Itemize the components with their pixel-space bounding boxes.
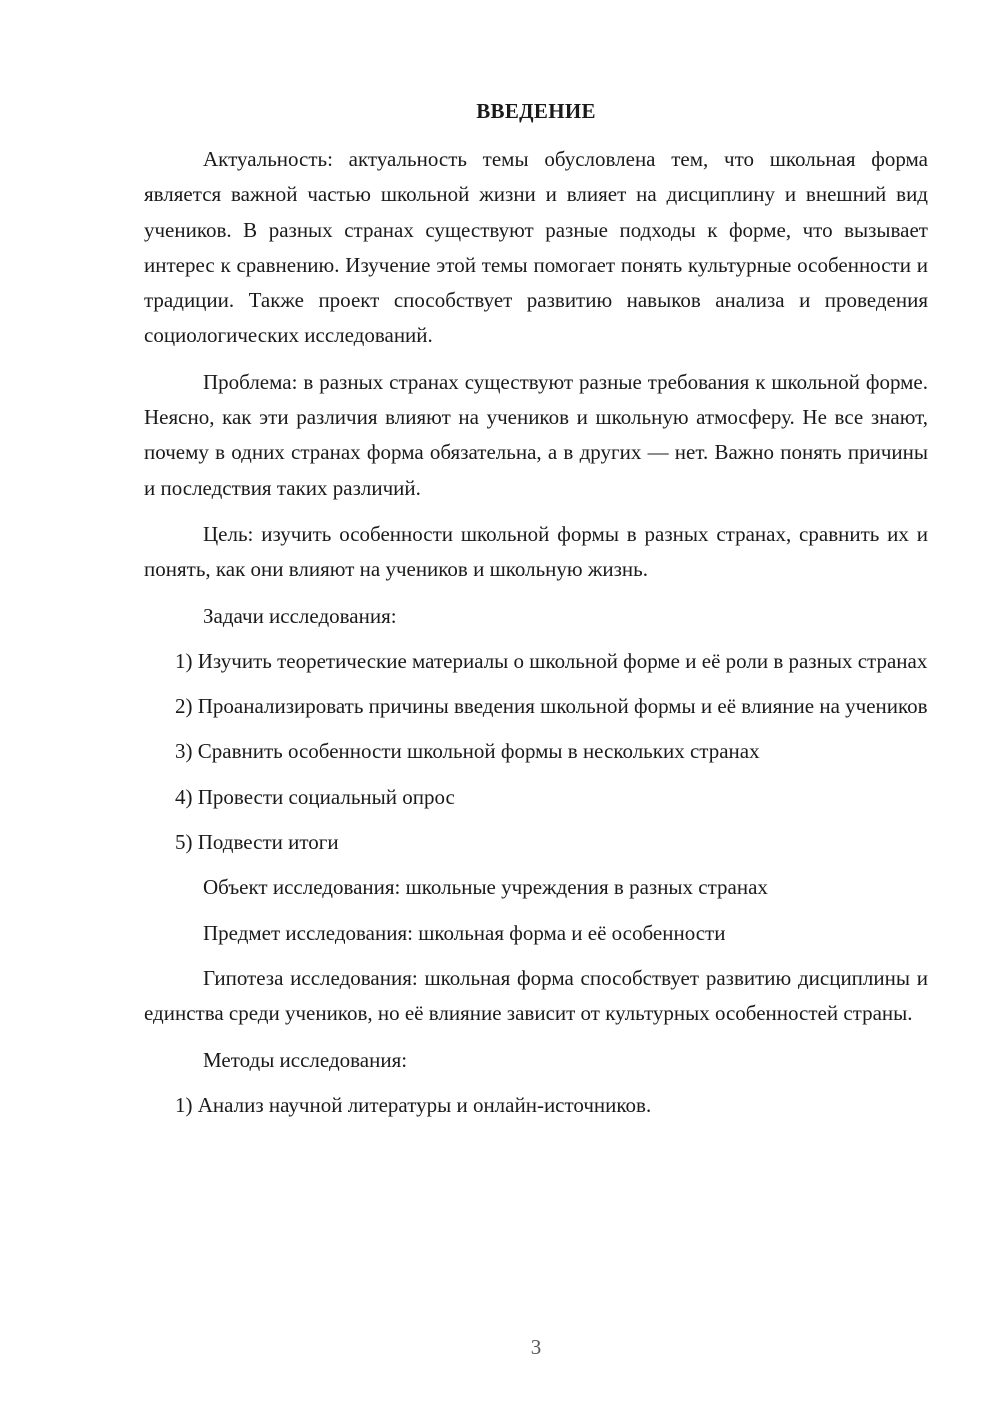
methods-title: Методы исследования: bbox=[203, 1047, 408, 1072]
page-number: 3 bbox=[530, 1335, 542, 1359]
method-item-1: 1) Анализ научной литературы и онлайн-источников. bbox=[175, 1092, 652, 1117]
task-item-1: 1) Изучить теоретические материалы о школьной форме и её роли в разных странах bbox=[175, 648, 928, 673]
goal-paragraph: Цель: изучить особенности школьной формы в разных странах, сравнить их и понять, как они влияют на учеников и школьную жизнь. bbox=[144, 521, 928, 582]
task-item-3: 3) Сравнить особенности школьной формы в нескольких странах bbox=[175, 739, 760, 764]
task-item-4: 4) Провести социальный опрос bbox=[175, 784, 455, 809]
hypothesis-paragraph: Гипотеза исследования: школьная форма способствует развитию дисциплины и единства среди учеников, но её влияние зависит от культурных особенностей страны. bbox=[144, 965, 928, 1026]
section-heading: ВВЕДЕНИЕ bbox=[476, 99, 596, 123]
relevance-paragraph: Актуальность: актуальность темы обусловлена тем, что школьная форма является важной частью школьной жизни и влияет на дисциплину и внешний вид учеников. В разных странах существуют разные подходы к форме, что вызывает интерес к сравнению. Изучение этой темы помогает понять культурные особенности и традиции. Также проект способствует развитию навыков анализа и проведения социологических исследований. bbox=[144, 147, 928, 348]
subject-paragraph: Предмет исследования: школьная форма и её особенности bbox=[203, 920, 726, 945]
object-paragraph: Объект исследования: школьные учреждения в разных странах bbox=[203, 875, 768, 900]
problem-paragraph: Проблема: в разных странах существуют разные требования к школьной форме. Неясно, как эти различия влияют на учеников и школьную атмосферу. Не все знают, почему в одних странах форма обязательна, а в других — нет. Важно понять причины и последствия таких различий. bbox=[144, 369, 928, 500]
tasks-title: Задачи исследования: bbox=[203, 603, 397, 628]
task-item-5: 5) Подвести итоги bbox=[175, 830, 339, 855]
task-item-2: 2) Проанализировать причины введения школьной формы и её влияние на учеников bbox=[175, 694, 928, 719]
body-text bbox=[144, 142, 928, 1123]
